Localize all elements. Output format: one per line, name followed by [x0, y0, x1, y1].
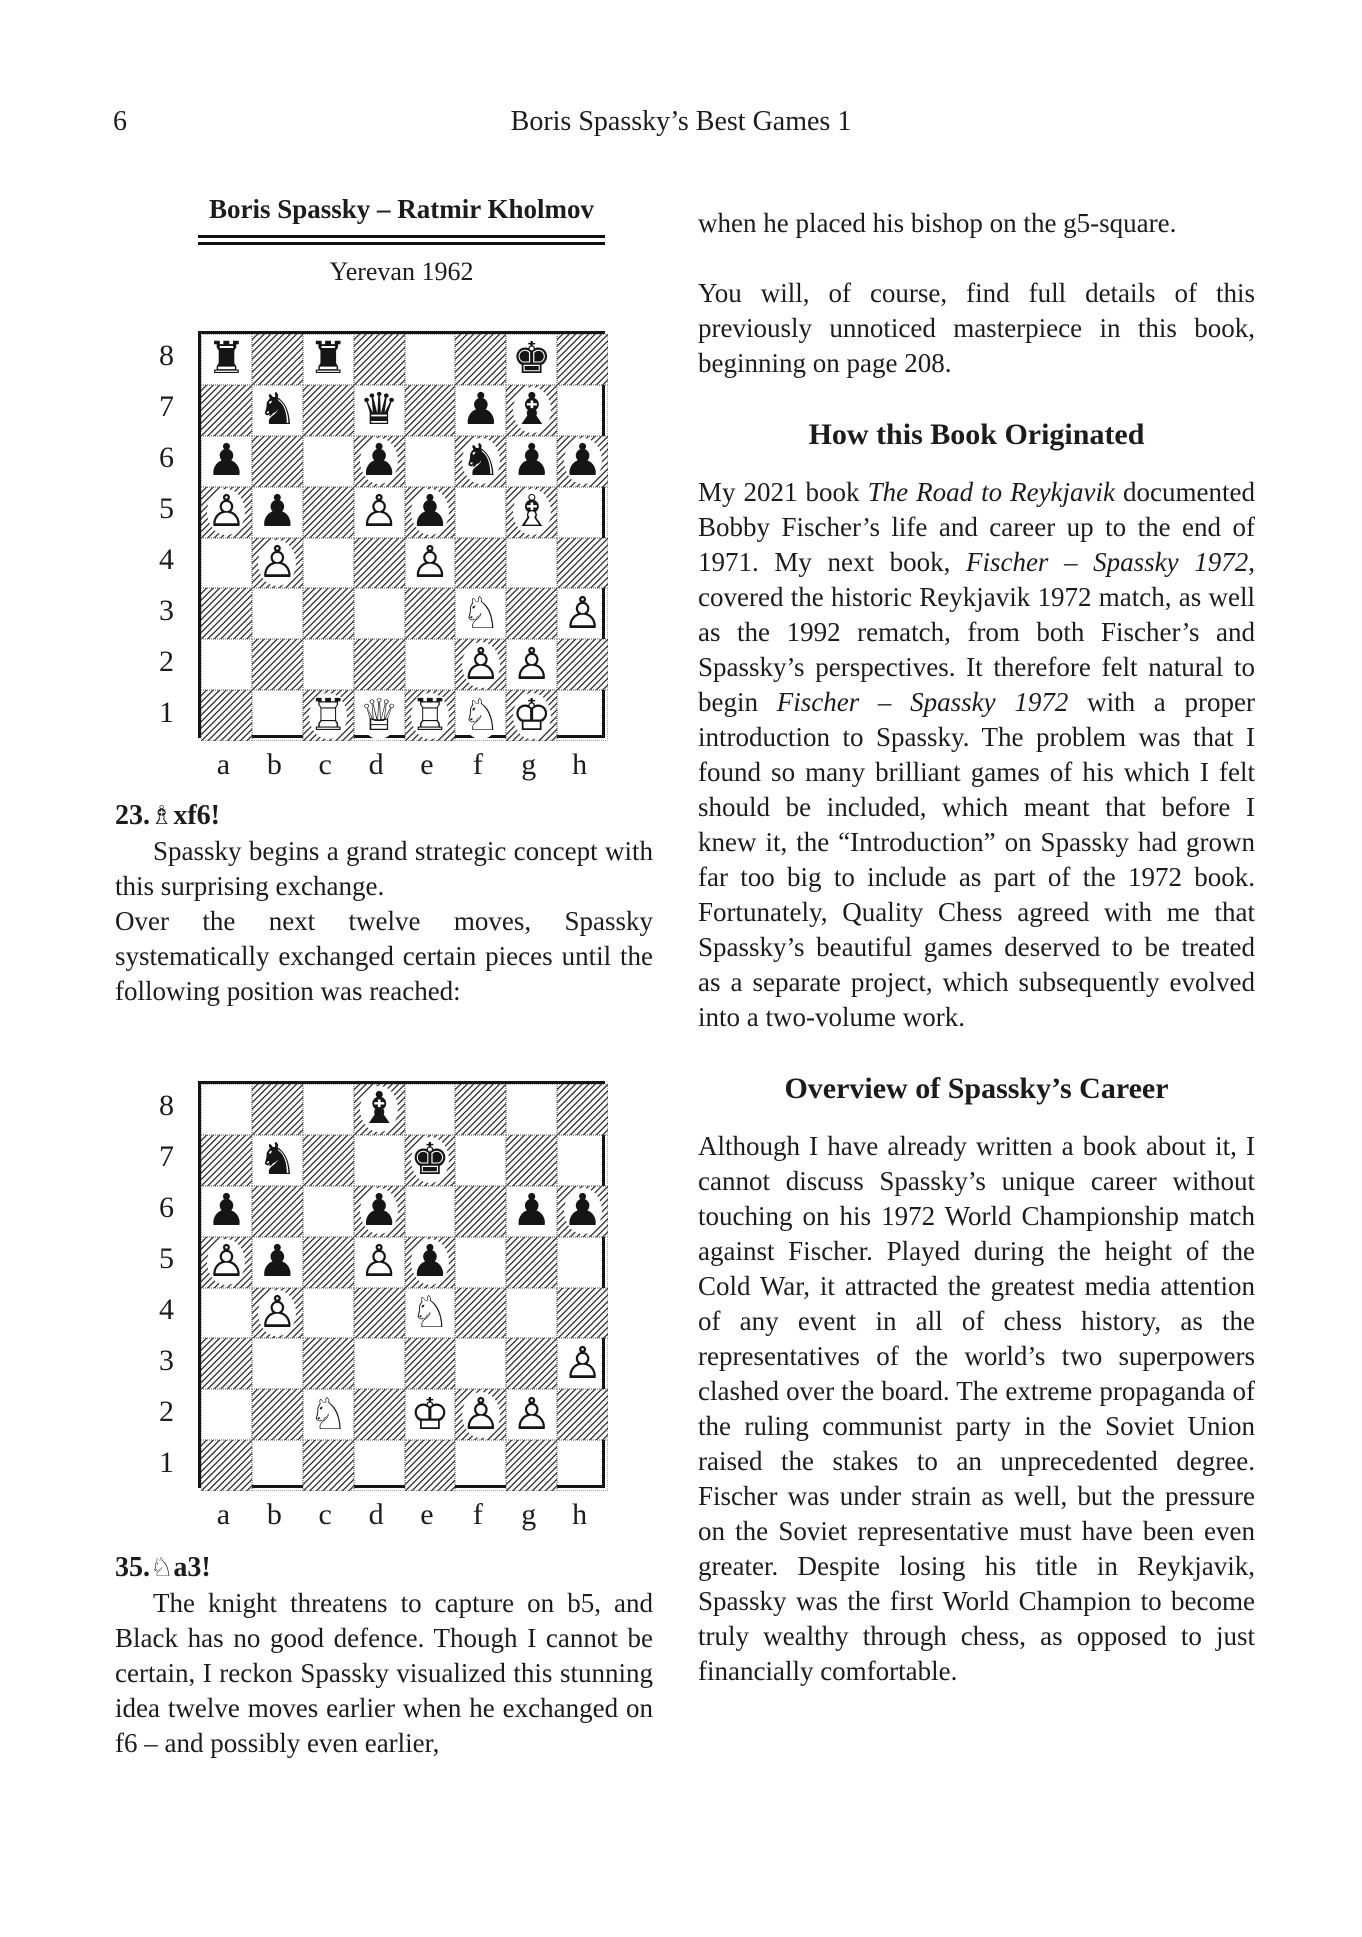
square-g2 [506, 1389, 557, 1440]
paragraph-bishop-g5: when he placed his bishop on the g5-square. [698, 208, 1177, 238]
square-e5 [405, 1237, 456, 1288]
move-caption-35 [115, 1550, 653, 1586]
file-label-d: d [368, 748, 384, 781]
square-b1 [252, 1440, 303, 1491]
square-d2 [354, 639, 405, 690]
square-f6 [455, 1186, 506, 1237]
text-run: with a proper introduction to Spassky. The problem was that I found so many brilliant games of his which I felt should be included, which meant that before I knew it, the “Introduction” on Spassky had grown far too big to include as part of the 1972 book. Fortunately, Quality Chess agreed with me that Spassky’s beautiful games deserved to be treated as a separate project, which subsequently evolved into a two-volume work. [698, 687, 1255, 1032]
rank-label-5: 5 [159, 492, 174, 526]
square-d5 [354, 487, 405, 538]
square-g7 [506, 1135, 557, 1186]
square-f1 [455, 1440, 506, 1491]
square-d2 [354, 1389, 405, 1440]
chess-piece-wP-a5: ♙ [206, 1236, 247, 1288]
rank-label-8: 8 [159, 339, 174, 373]
file-label-e: e [420, 1498, 434, 1531]
chess-piece-bP-b5: ♟ [257, 1236, 298, 1288]
square-b8 [252, 334, 303, 385]
square-a5 [201, 487, 252, 538]
square-c6 [303, 1186, 354, 1237]
square-b1 [252, 690, 303, 741]
rank-label-6: 6 [159, 441, 174, 475]
square-a1 [201, 690, 252, 741]
text-run: , covered the historic Reykjavik 1972 match, as well as the 1992 rematch, from both Fischer’s and Spassky’s perspectives. It therefore felt natural to begin [698, 547, 1255, 717]
rank-label-3: 3 [159, 1343, 174, 1377]
chess-piece-bP-a6: ♟ [206, 435, 247, 487]
square-a1 [201, 1440, 252, 1491]
square-a8 [201, 1084, 252, 1135]
file-label-h: h [572, 1498, 588, 1531]
italic-book-title: The Road to Reykjavik [867, 477, 1116, 507]
chess-piece-wP-f2: ♙ [461, 1388, 501, 1440]
square-c3 [303, 1338, 354, 1389]
file-label-c: c [318, 1498, 332, 1531]
square-d1 [354, 690, 405, 741]
chess-piece-wB-g5: ♗ [511, 486, 552, 538]
square-e1 [405, 690, 456, 741]
file-label-h: h [572, 748, 588, 781]
square-e4 [405, 1288, 456, 1339]
heading-how-book-originated: How this Book Originated [808, 418, 1145, 451]
running-head-title: Boris Spassky’s Best Games 1 [510, 106, 852, 137]
square-h2 [557, 1389, 608, 1440]
file-label-b: b [266, 748, 282, 781]
square-d7 [354, 1135, 405, 1186]
square-b4 [252, 538, 303, 589]
square-a7 [201, 385, 252, 436]
square-f5 [455, 1237, 506, 1288]
square-d8 [354, 1084, 405, 1135]
chess-piece-wN-e4: ♘ [410, 1286, 450, 1338]
file-labels [198, 738, 605, 782]
square-f7 [455, 1135, 506, 1186]
square-a2 [201, 639, 252, 690]
rank-labels [140, 331, 198, 738]
square-g6 [506, 436, 557, 487]
square-g4 [506, 1288, 557, 1339]
italic-book-title: Fischer – Spassky 1972 [965, 547, 1249, 577]
chess-board-1 [198, 331, 605, 741]
square-f4 [455, 538, 506, 589]
square-d3 [354, 588, 405, 639]
square-h4 [557, 1288, 608, 1339]
text-run: My 2021 book [698, 477, 868, 507]
square-c5 [303, 487, 354, 538]
right-column [698, 206, 1255, 1724]
rank-label-3: 3 [159, 593, 174, 627]
square-d4 [354, 1288, 405, 1339]
chess-piece-wP-d5: ♙ [359, 486, 399, 538]
chess-piece-bB-g7: ♝ [511, 384, 552, 436]
square-b7 [252, 385, 303, 436]
square-h5 [557, 1237, 608, 1288]
square-f3 [455, 1338, 506, 1389]
move-number: 35. [115, 1552, 150, 1583]
square-g1 [506, 1440, 557, 1491]
square-a6 [201, 1186, 252, 1237]
square-e3 [405, 588, 456, 639]
square-a7 [201, 1135, 252, 1186]
square-h2 [557, 639, 608, 690]
chess-piece-wR-c1: ♖ [308, 689, 348, 741]
rank-labels [140, 1081, 198, 1488]
square-c2 [303, 639, 354, 690]
square-g1 [506, 690, 557, 741]
square-b2 [252, 639, 303, 690]
square-e1 [405, 1440, 456, 1491]
chess-piece-wK-e2: ♔ [410, 1388, 450, 1440]
rank-label-6: 6 [159, 1191, 174, 1225]
paragraph-career-overview: Although I have already written a book about it, I cannot discuss Spassky’s unique career without touching on his 1972 World Championship match against Fischer. Played during the height of the Cold War, it attracted the greatest media attention of any event in all of chess history, as the representatives of the world’s two superpowers clashed over the board. The extreme propaganda of the ruling communist party in the Soviet Union raised the stakes to an unprecedented degree. Fischer was under strain as well, but the pressure on the Soviet representative must have been even greater. Despite losing his title in Reykjavik, Spassky was the first World Champion to become truly wealthy through chess, as opposed to just financially comfortable. [698, 1131, 1255, 1686]
square-h1 [557, 1440, 608, 1491]
chess-piece-wP-e4: ♙ [410, 536, 450, 588]
file-label-f: f [472, 748, 483, 781]
chess-diagram-1 [140, 331, 605, 782]
rank-label-8: 8 [159, 1089, 174, 1123]
paragraph-spassky-begins: Spassky begins a grand strategic concept with this surprising exchange. [115, 836, 653, 901]
chess-piece-bP-a6: ♟ [206, 1185, 247, 1237]
square-b2 [252, 1389, 303, 1440]
square-a3 [201, 588, 252, 639]
rank-label-4: 4 [159, 1292, 174, 1326]
move-text: a3! [173, 1552, 211, 1583]
chess-piece-wR-e1: ♖ [410, 689, 450, 741]
chess-piece-bQ-d7: ♛ [359, 384, 399, 436]
chess-piece-bP-d6: ♟ [359, 1185, 399, 1237]
file-label-c: c [318, 748, 332, 781]
chess-piece-bP-d6: ♟ [359, 435, 399, 487]
chess-piece-bP-h6: ♟ [562, 435, 603, 487]
square-b8 [252, 1084, 303, 1135]
square-e8 [405, 1084, 456, 1135]
square-a5 [201, 1237, 252, 1288]
square-f3 [455, 588, 506, 639]
square-f5 [455, 487, 506, 538]
square-d8 [354, 334, 405, 385]
square-f8 [455, 334, 506, 385]
chess-piece-wP-h3: ♙ [562, 1337, 603, 1389]
square-b4 [252, 1288, 303, 1339]
file-label-f: f [472, 1498, 483, 1531]
chess-piece-wN-f1: ♘ [461, 689, 501, 741]
chess-piece-bP-e5: ♟ [410, 1236, 450, 1288]
chess-piece-wP-g2: ♙ [511, 1388, 552, 1440]
square-g3 [506, 588, 557, 639]
heading-overview-career: Overview of Spassky’s Career [784, 1072, 1169, 1105]
square-a2 [201, 1389, 252, 1440]
square-h7 [557, 1135, 608, 1186]
rank-label-1: 1 [159, 1445, 174, 1479]
square-d4 [354, 538, 405, 589]
square-b6 [252, 436, 303, 487]
square-e7 [405, 385, 456, 436]
chess-piece-bP-b5: ♟ [257, 486, 298, 538]
square-f1 [455, 690, 506, 741]
square-c8 [303, 334, 354, 385]
game-header [198, 194, 605, 287]
square-g3 [506, 1338, 557, 1389]
text-run: documented Bobby Fischer’s life and career up to the end of 1971. My next book, [698, 477, 1255, 577]
square-h8 [557, 1084, 608, 1135]
chess-piece-bP-f7: ♟ [461, 384, 501, 436]
square-e6 [405, 1186, 456, 1237]
double-rule-divider [198, 235, 605, 245]
file-label-g: g [521, 1498, 537, 1531]
chess-piece-bN-b7: ♞ [257, 384, 298, 436]
file-label-g: g [521, 748, 537, 781]
rank-label-7: 7 [159, 1140, 174, 1174]
square-b6 [252, 1186, 303, 1237]
chess-piece-bK-e7: ♚ [410, 1134, 450, 1186]
square-g2 [506, 639, 557, 690]
chess-piece-wP-h3: ♙ [562, 587, 603, 639]
rank-label-2: 2 [159, 644, 174, 678]
paragraph-full-details: You will, of course, find full details of this previously unnoticed masterpiece in this book, beginning on page 208. [698, 278, 1255, 378]
chess-piece-bP-h6: ♟ [562, 1185, 603, 1237]
rank-label-2: 2 [159, 1394, 174, 1428]
square-e2 [405, 639, 456, 690]
chess-board-2 [198, 1081, 605, 1488]
square-d1 [354, 1440, 405, 1491]
square-f2 [455, 639, 506, 690]
square-e7 [405, 1135, 456, 1186]
square-f8 [455, 1084, 506, 1135]
chess-piece-wN-c2: ♘ [308, 1388, 348, 1440]
chess-piece-wP-f2: ♙ [461, 638, 501, 690]
square-a6 [201, 436, 252, 487]
square-b7 [252, 1135, 303, 1186]
square-h6 [557, 436, 608, 487]
chess-piece-wN-f3: ♘ [461, 587, 501, 639]
square-e4 [405, 538, 456, 589]
square-b5 [252, 1237, 303, 1288]
square-d7 [354, 385, 405, 436]
file-label-b: b [266, 1498, 282, 1531]
square-c1 [303, 1440, 354, 1491]
square-g8 [506, 1084, 557, 1135]
square-a3 [201, 1338, 252, 1389]
square-e6 [405, 436, 456, 487]
chess-piece-wQ-d1: ♕ [359, 689, 399, 741]
chess-piece-bN-b7: ♞ [257, 1134, 298, 1186]
square-f2 [455, 1389, 506, 1440]
file-label-e: e [420, 748, 434, 781]
square-h6 [557, 1186, 608, 1237]
chess-diagram-2 [140, 1081, 605, 1532]
game-event: Yerevan 1962 [329, 257, 474, 286]
square-d3 [354, 1338, 405, 1389]
square-a4 [201, 538, 252, 589]
chess-piece-wP-a5: ♙ [206, 486, 247, 538]
chess-piece-wP-d5: ♙ [359, 1236, 399, 1288]
square-c1 [303, 690, 354, 741]
square-c6 [303, 436, 354, 487]
move-caption-23 [115, 798, 653, 834]
square-c4 [303, 538, 354, 589]
square-a8 [201, 334, 252, 385]
move-text: xf6! [173, 800, 220, 831]
square-e2 [405, 1389, 456, 1440]
file-label-a: a [216, 1498, 231, 1531]
rank-label-7: 7 [159, 390, 174, 424]
square-h5 [557, 487, 608, 538]
square-c4 [303, 1288, 354, 1339]
square-g7 [506, 385, 557, 436]
square-e5 [405, 487, 456, 538]
page-number: 6 [113, 106, 127, 137]
square-h1 [557, 690, 608, 741]
square-c7 [303, 385, 354, 436]
square-h4 [557, 538, 608, 589]
knight-figurine-icon: ♘ [150, 1553, 174, 1583]
square-b3 [252, 1338, 303, 1389]
square-g4 [506, 538, 557, 589]
chess-piece-bN-f6: ♞ [461, 435, 501, 487]
italic-book-title: Fischer – Spassky 1972 [776, 687, 1069, 717]
rank-label-4: 4 [159, 542, 174, 576]
paragraph-knight-threatens: The knight threatens to capture on b5, and Black has no good defence. Though I cannot be certain, I reckon Spassky visualized this stunning idea twelve moves earlier when he exchanged on f6 – and possibly even earlier, [115, 1588, 653, 1758]
chess-piece-bR-c8: ♜ [308, 333, 348, 385]
square-f4 [455, 1288, 506, 1339]
square-c5 [303, 1237, 354, 1288]
square-c8 [303, 1084, 354, 1135]
file-labels [198, 1488, 605, 1532]
file-label-d: d [368, 1498, 384, 1531]
square-h7 [557, 385, 608, 436]
chess-piece-bP-g6: ♟ [511, 1185, 552, 1237]
rank-label-5: 5 [159, 1242, 174, 1276]
square-g5 [506, 487, 557, 538]
chess-piece-wP-b4: ♙ [257, 1286, 298, 1338]
left-column-text-2 [115, 1550, 653, 1761]
square-g8 [506, 334, 557, 385]
game-players: Boris Spassky – Ratmir Kholmov [208, 194, 595, 224]
square-a4 [201, 1288, 252, 1339]
square-c2 [303, 1389, 354, 1440]
square-f6 [455, 436, 506, 487]
chess-piece-bR-a8: ♜ [206, 333, 247, 385]
square-d5 [354, 1237, 405, 1288]
paragraph-book-origin [698, 475, 1255, 1035]
square-d6 [354, 436, 405, 487]
square-d6 [354, 1186, 405, 1237]
square-b3 [252, 588, 303, 639]
paragraph-over-next-twelve: Over the next twelve moves, Spassky systematically exchanged certain pieces until the following position was reached: [115, 906, 653, 1006]
chess-piece-bP-e5: ♟ [410, 486, 450, 538]
square-g5 [506, 1237, 557, 1288]
left-column-text-1 [115, 798, 653, 1009]
chess-piece-wP-b4: ♙ [257, 536, 298, 588]
square-f7 [455, 385, 506, 436]
square-c3 [303, 588, 354, 639]
square-b5 [252, 487, 303, 538]
chess-piece-bB-d8: ♝ [359, 1083, 399, 1135]
square-e8 [405, 334, 456, 385]
chess-piece-wP-g2: ♙ [511, 638, 552, 690]
chess-piece-bP-g6: ♟ [511, 435, 552, 487]
move-number: 23. [115, 800, 150, 831]
bishop-figurine-icon: ♗ [150, 801, 174, 831]
square-h8 [557, 334, 608, 385]
chess-piece-bK-g8: ♚ [511, 333, 552, 385]
square-h3 [557, 588, 608, 639]
square-g6 [506, 1186, 557, 1237]
chess-piece-wK-g1: ♔ [511, 689, 552, 741]
file-label-a: a [216, 748, 231, 781]
square-c7 [303, 1135, 354, 1186]
rank-label-1: 1 [159, 695, 174, 729]
square-e3 [405, 1338, 456, 1389]
square-h3 [557, 1338, 608, 1389]
